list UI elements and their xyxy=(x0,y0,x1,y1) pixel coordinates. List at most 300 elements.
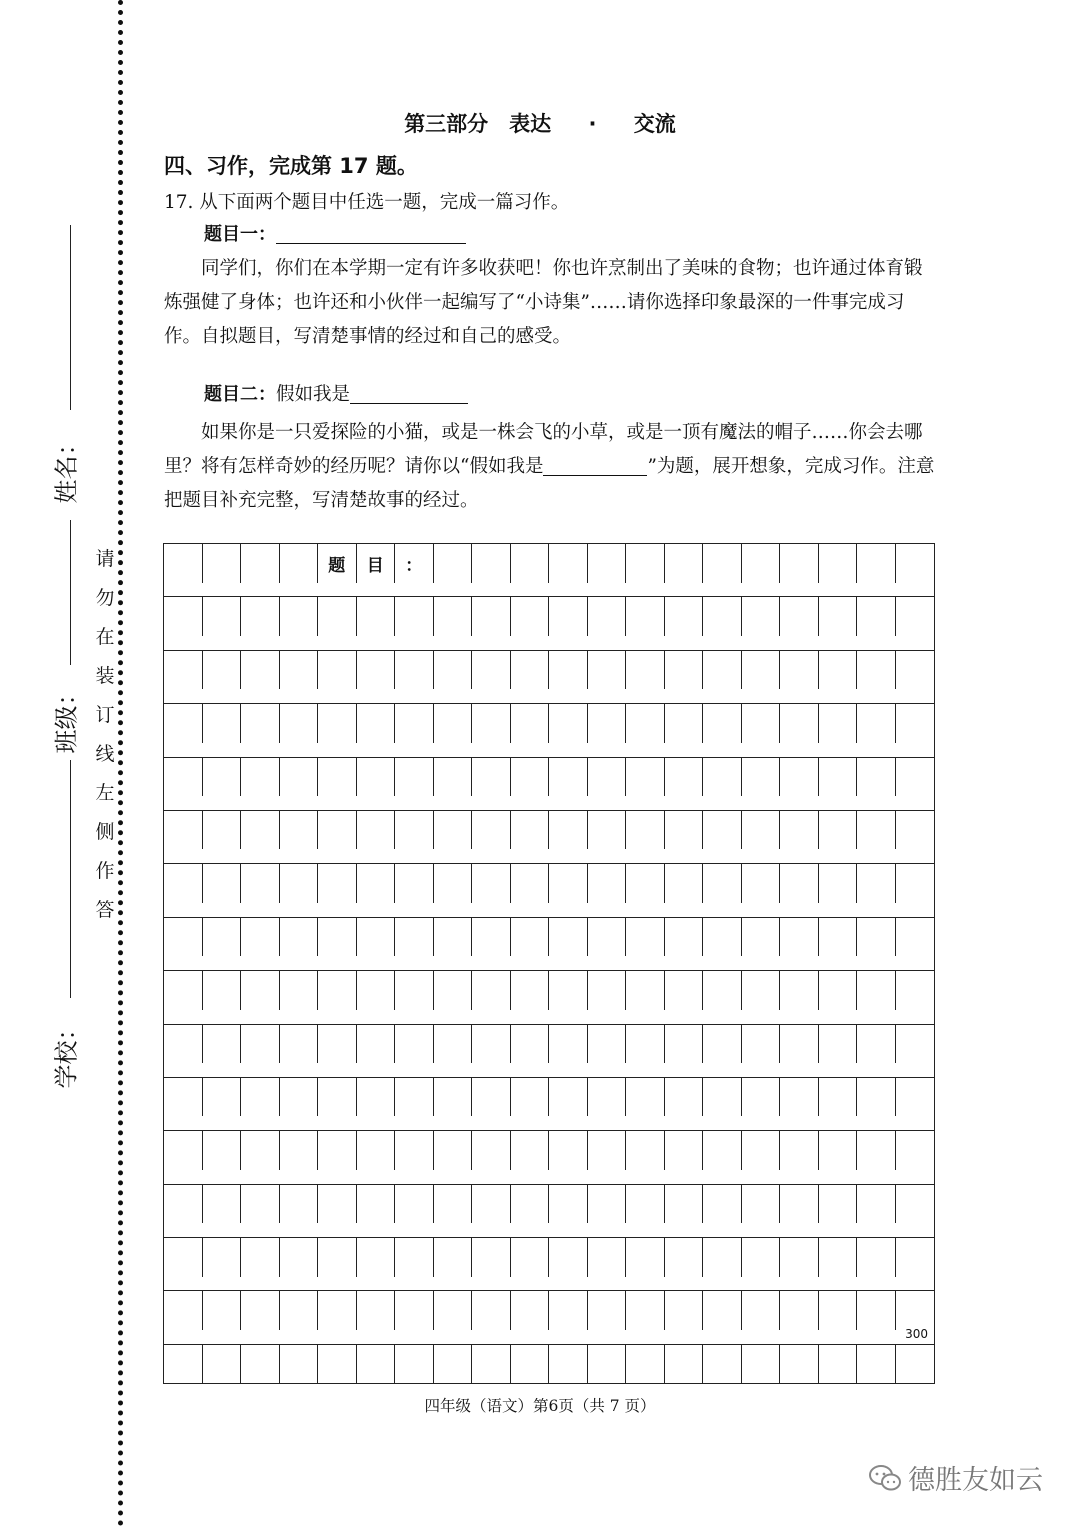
grid-cell[interactable] xyxy=(742,971,781,1010)
grid-cell[interactable] xyxy=(780,758,819,797)
grid-cell[interactable] xyxy=(549,918,588,957)
grid-cell[interactable] xyxy=(857,1238,896,1277)
grid-cell[interactable] xyxy=(703,918,742,957)
grid-cell[interactable] xyxy=(896,1345,935,1384)
grid-cell[interactable] xyxy=(203,1078,242,1117)
grid-cell[interactable] xyxy=(280,864,319,903)
grid-cell[interactable] xyxy=(203,758,242,797)
grid-cell[interactable] xyxy=(588,1078,627,1117)
grid-cell[interactable] xyxy=(511,1185,550,1224)
grid-cell[interactable] xyxy=(395,1078,434,1117)
grid-cell[interactable] xyxy=(588,1185,627,1224)
grid-cell[interactable] xyxy=(472,704,511,743)
grid-cell[interactable] xyxy=(164,918,203,957)
grid-cell[interactable] xyxy=(357,1078,396,1117)
grid-cell[interactable] xyxy=(780,1345,819,1384)
grid-cell[interactable] xyxy=(588,1238,627,1277)
grid-cell[interactable] xyxy=(588,544,627,583)
grid-cell[interactable] xyxy=(857,544,896,583)
grid-cell[interactable] xyxy=(164,811,203,850)
grid-cell[interactable] xyxy=(357,758,396,797)
grid-cell[interactable] xyxy=(626,811,665,850)
grid-cell[interactable] xyxy=(434,597,473,636)
grid-cell[interactable] xyxy=(280,1345,319,1384)
grid-cell[interactable] xyxy=(318,758,357,797)
grid-cell[interactable] xyxy=(896,597,935,636)
grid-cell[interactable] xyxy=(434,864,473,903)
grid-cell[interactable] xyxy=(434,1131,473,1170)
grid-cell[interactable] xyxy=(742,651,781,690)
grid-cell[interactable] xyxy=(857,1345,896,1384)
grid-cell[interactable] xyxy=(742,1345,781,1384)
grid-cell[interactable] xyxy=(472,1291,511,1330)
grid-cell[interactable] xyxy=(588,704,627,743)
grid-cell[interactable] xyxy=(819,1238,858,1277)
grid-cell[interactable] xyxy=(588,1291,627,1330)
grid-cell[interactable] xyxy=(241,971,280,1010)
grid-cell[interactable] xyxy=(549,971,588,1010)
grid-cell[interactable] xyxy=(357,1025,396,1064)
grid-cell[interactable] xyxy=(164,1185,203,1224)
grid-cell[interactable] xyxy=(780,651,819,690)
grid-cell[interactable] xyxy=(511,704,550,743)
grid-cell[interactable] xyxy=(318,651,357,690)
grid-cell[interactable] xyxy=(164,1345,203,1384)
grid-cell[interactable] xyxy=(472,1025,511,1064)
grid-cell[interactable] xyxy=(780,1078,819,1117)
grid-cell[interactable] xyxy=(357,597,396,636)
grid-cell[interactable] xyxy=(203,1185,242,1224)
grid-cell[interactable] xyxy=(857,811,896,850)
grid-cell[interactable] xyxy=(241,597,280,636)
grid-cell[interactable] xyxy=(511,811,550,850)
grid-cell[interactable] xyxy=(896,864,935,903)
grid-cell[interactable] xyxy=(742,1185,781,1224)
grid-cell[interactable] xyxy=(819,811,858,850)
grid-cell[interactable] xyxy=(588,864,627,903)
grid-cell[interactable] xyxy=(203,1238,242,1277)
grid-cell[interactable] xyxy=(357,1185,396,1224)
grid-cell[interactable] xyxy=(549,1345,588,1384)
grid-cell[interactable] xyxy=(819,1078,858,1117)
grid-cell[interactable] xyxy=(434,758,473,797)
grid-cell[interactable] xyxy=(280,1238,319,1277)
grid-cell[interactable] xyxy=(434,918,473,957)
grid-cell[interactable] xyxy=(164,1131,203,1170)
grid-cell[interactable] xyxy=(857,864,896,903)
grid-cell[interactable] xyxy=(318,1131,357,1170)
grid-cell[interactable] xyxy=(665,597,704,636)
grid-cell[interactable] xyxy=(241,758,280,797)
grid-cell[interactable] xyxy=(318,1025,357,1064)
grid-cell[interactable] xyxy=(626,758,665,797)
grid-cell[interactable] xyxy=(857,1291,896,1330)
grid-cell[interactable] xyxy=(472,651,511,690)
grid-cell[interactable] xyxy=(780,1131,819,1170)
grid-cell[interactable] xyxy=(896,811,935,850)
grid-cell[interactable] xyxy=(549,864,588,903)
grid-cell[interactable] xyxy=(280,971,319,1010)
grid-cell[interactable] xyxy=(241,864,280,903)
grid-cell[interactable] xyxy=(241,811,280,850)
grid-cell[interactable] xyxy=(511,597,550,636)
grid-cell[interactable] xyxy=(280,918,319,957)
grid-cell[interactable] xyxy=(395,1345,434,1384)
grid-cell[interactable] xyxy=(164,704,203,743)
grid-cell[interactable] xyxy=(241,1078,280,1117)
grid-cell[interactable] xyxy=(896,971,935,1010)
grid-cell[interactable] xyxy=(780,597,819,636)
grid-cell[interactable] xyxy=(164,971,203,1010)
grid-cell[interactable] xyxy=(857,651,896,690)
grid-cell[interactable] xyxy=(357,811,396,850)
grid-cell[interactable] xyxy=(626,1078,665,1117)
grid-cell[interactable] xyxy=(626,544,665,583)
grid-cell[interactable] xyxy=(472,811,511,850)
grid-cell[interactable] xyxy=(318,597,357,636)
grid-cell[interactable] xyxy=(549,1131,588,1170)
grid-cell[interactable] xyxy=(549,1025,588,1064)
grid-cell[interactable] xyxy=(703,651,742,690)
grid-cell[interactable] xyxy=(280,651,319,690)
grid-cell[interactable] xyxy=(395,918,434,957)
grid-cell[interactable] xyxy=(318,1345,357,1384)
grid-cell[interactable] xyxy=(665,1131,704,1170)
grid-cell[interactable] xyxy=(780,544,819,583)
grid-cell[interactable] xyxy=(665,1025,704,1064)
grid-cell[interactable] xyxy=(511,1078,550,1117)
grid-cell[interactable] xyxy=(434,704,473,743)
grid-cell[interactable] xyxy=(511,971,550,1010)
grid-cell[interactable] xyxy=(164,1025,203,1064)
grid-cell[interactable] xyxy=(626,1345,665,1384)
grid-cell[interactable] xyxy=(780,704,819,743)
grid-cell[interactable] xyxy=(549,704,588,743)
grid-cell[interactable] xyxy=(472,758,511,797)
grid-cell[interactable] xyxy=(434,811,473,850)
grid-cell[interactable] xyxy=(164,544,203,583)
grid-cell[interactable] xyxy=(511,758,550,797)
grid-cell[interactable] xyxy=(665,651,704,690)
grid-cell[interactable] xyxy=(819,651,858,690)
grid-cell[interactable] xyxy=(626,704,665,743)
grid-cell[interactable] xyxy=(434,1291,473,1330)
grid-cell[interactable] xyxy=(357,1291,396,1330)
grid-cell[interactable] xyxy=(164,597,203,636)
grid-cell[interactable] xyxy=(780,811,819,850)
grid-cell[interactable] xyxy=(280,544,319,583)
grid-cell[interactable] xyxy=(780,1185,819,1224)
grid-cell[interactable] xyxy=(665,1185,704,1224)
grid-cell[interactable] xyxy=(549,1291,588,1330)
grid-cell[interactable] xyxy=(896,918,935,957)
grid-cell[interactable] xyxy=(742,1025,781,1064)
grid-cell[interactable] xyxy=(318,1238,357,1277)
grid-cell[interactable] xyxy=(472,544,511,583)
topic2-title-blank[interactable] xyxy=(350,381,468,404)
grid-cell[interactable] xyxy=(280,1025,319,1064)
grid-cell[interactable] xyxy=(511,918,550,957)
grid-cell[interactable] xyxy=(357,918,396,957)
grid-cell[interactable] xyxy=(511,1238,550,1277)
grid-cell[interactable] xyxy=(549,758,588,797)
grid-cell[interactable] xyxy=(357,971,396,1010)
grid-cell[interactable] xyxy=(511,1291,550,1330)
grid-cell[interactable] xyxy=(241,1131,280,1170)
grid-cell[interactable] xyxy=(742,1078,781,1117)
grid-cell[interactable] xyxy=(241,1025,280,1064)
grid-cell[interactable] xyxy=(819,758,858,797)
grid-cell[interactable] xyxy=(318,1185,357,1224)
grid-cell[interactable] xyxy=(395,597,434,636)
grid-cell[interactable] xyxy=(395,811,434,850)
grid-cell[interactable] xyxy=(434,1238,473,1277)
grid-cell[interactable] xyxy=(626,918,665,957)
grid-cell[interactable] xyxy=(703,864,742,903)
grid-cell[interactable] xyxy=(511,864,550,903)
grid-cell[interactable] xyxy=(665,971,704,1010)
grid-cell[interactable] xyxy=(549,1185,588,1224)
grid-cell[interactable] xyxy=(857,1185,896,1224)
grid-cell[interactable] xyxy=(857,758,896,797)
grid-cell[interactable] xyxy=(588,1025,627,1064)
grid-cell[interactable] xyxy=(588,1345,627,1384)
grid-cell[interactable] xyxy=(896,1131,935,1170)
grid-cell[interactable] xyxy=(742,704,781,743)
grid-cell[interactable] xyxy=(742,758,781,797)
grid-cell[interactable] xyxy=(241,704,280,743)
grid-cell[interactable] xyxy=(472,1185,511,1224)
grid-cell[interactable] xyxy=(357,1238,396,1277)
grid-cell[interactable] xyxy=(665,1078,704,1117)
grid-cell[interactable] xyxy=(626,597,665,636)
grid-cell[interactable] xyxy=(164,651,203,690)
grid-cell[interactable] xyxy=(511,1345,550,1384)
grid-cell[interactable] xyxy=(318,1078,357,1117)
grid-cell[interactable] xyxy=(703,704,742,743)
grid-cell[interactable] xyxy=(896,1078,935,1117)
grid-cell[interactable] xyxy=(203,864,242,903)
grid-cell[interactable] xyxy=(819,971,858,1010)
grid-cell[interactable] xyxy=(395,1185,434,1224)
grid-cell[interactable] xyxy=(434,544,473,583)
grid-cell[interactable] xyxy=(588,971,627,1010)
grid-cell[interactable] xyxy=(280,597,319,636)
grid-cell[interactable] xyxy=(395,1238,434,1277)
grid-cell[interactable] xyxy=(665,1238,704,1277)
grid-cell[interactable] xyxy=(280,1131,319,1170)
grid-cell[interactable] xyxy=(472,971,511,1010)
grid-cell[interactable] xyxy=(819,1025,858,1064)
grid-cell[interactable] xyxy=(703,1078,742,1117)
grid-cell[interactable] xyxy=(588,1131,627,1170)
grid-cell[interactable] xyxy=(665,1291,704,1330)
grid-cell[interactable] xyxy=(511,1131,550,1170)
grid-cell[interactable] xyxy=(511,544,550,583)
grid-cell[interactable] xyxy=(896,544,935,583)
grid-cell[interactable] xyxy=(703,1238,742,1277)
grid-cell[interactable] xyxy=(318,864,357,903)
grid-cell[interactable] xyxy=(588,651,627,690)
grid-cell[interactable] xyxy=(241,1185,280,1224)
grid-cell[interactable] xyxy=(742,1291,781,1330)
grid-cell[interactable] xyxy=(896,758,935,797)
grid-cell[interactable] xyxy=(472,864,511,903)
grid-cell[interactable] xyxy=(164,1291,203,1330)
grid-cell[interactable] xyxy=(395,971,434,1010)
grid-cell[interactable] xyxy=(896,704,935,743)
grid-cell[interactable] xyxy=(511,651,550,690)
grid-cell[interactable] xyxy=(857,704,896,743)
grid-cell[interactable] xyxy=(588,758,627,797)
grid-cell[interactable] xyxy=(434,1345,473,1384)
grid-cell[interactable] xyxy=(703,1025,742,1064)
grid-cell[interactable] xyxy=(549,1078,588,1117)
grid-cell[interactable] xyxy=(203,1131,242,1170)
grid-cell[interactable] xyxy=(703,1185,742,1224)
grid-cell[interactable] xyxy=(742,811,781,850)
grid-cell[interactable] xyxy=(665,758,704,797)
grid-cell[interactable] xyxy=(203,651,242,690)
grid-cell[interactable] xyxy=(241,1345,280,1384)
grid-cell[interactable] xyxy=(280,1078,319,1117)
grid-cell[interactable] xyxy=(472,1345,511,1384)
grid-cell[interactable] xyxy=(241,1238,280,1277)
grid-cell[interactable] xyxy=(819,1291,858,1330)
grid-cell[interactable] xyxy=(665,864,704,903)
grid-cell[interactable] xyxy=(357,864,396,903)
grid-cell[interactable] xyxy=(203,1345,242,1384)
grid-cell[interactable] xyxy=(164,864,203,903)
grid-cell[interactable] xyxy=(742,1238,781,1277)
grid-cell[interactable] xyxy=(703,811,742,850)
grid-cell[interactable] xyxy=(164,1238,203,1277)
grid-cell[interactable] xyxy=(357,1131,396,1170)
grid-cell[interactable] xyxy=(626,1291,665,1330)
grid-cell[interactable] xyxy=(742,864,781,903)
grid-cell[interactable] xyxy=(472,1131,511,1170)
grid-cell[interactable] xyxy=(780,1025,819,1064)
grid-cell[interactable] xyxy=(896,1185,935,1224)
grid-cell[interactable] xyxy=(434,1078,473,1117)
grid-cell[interactable] xyxy=(857,597,896,636)
grid-cell[interactable] xyxy=(780,971,819,1010)
grid-cell[interactable] xyxy=(626,1185,665,1224)
grid-cell[interactable] xyxy=(665,544,704,583)
grid-cell[interactable] xyxy=(434,651,473,690)
topic1-title-blank[interactable] xyxy=(276,221,466,244)
grid-cell[interactable] xyxy=(241,1291,280,1330)
grid-cell[interactable] xyxy=(472,597,511,636)
grid-cell[interactable] xyxy=(395,758,434,797)
grid-cell[interactable] xyxy=(280,1185,319,1224)
grid-cell[interactable] xyxy=(703,1291,742,1330)
grid-cell[interactable] xyxy=(780,864,819,903)
grid-cell[interactable] xyxy=(280,758,319,797)
grid-cell[interactable] xyxy=(241,918,280,957)
grid-cell[interactable] xyxy=(203,918,242,957)
grid-cell[interactable] xyxy=(665,1345,704,1384)
grid-cell[interactable] xyxy=(318,918,357,957)
grid-cell[interactable] xyxy=(395,1025,434,1064)
grid-cell[interactable] xyxy=(434,1025,473,1064)
grid-cell[interactable] xyxy=(665,811,704,850)
grid-cell[interactable] xyxy=(203,704,242,743)
grid-cell[interactable] xyxy=(472,918,511,957)
grid-cell[interactable] xyxy=(357,651,396,690)
grid-cell[interactable] xyxy=(896,1238,935,1277)
grid-cell[interactable] xyxy=(395,1131,434,1170)
grid-cell[interactable] xyxy=(280,811,319,850)
grid-cell[interactable] xyxy=(434,971,473,1010)
grid-cell[interactable] xyxy=(318,811,357,850)
grid-cell[interactable] xyxy=(703,758,742,797)
grid-cell[interactable] xyxy=(318,1291,357,1330)
grid-cell[interactable] xyxy=(626,651,665,690)
grid-cell[interactable] xyxy=(819,1131,858,1170)
grid-cell[interactable] xyxy=(819,704,858,743)
grid-cell[interactable] xyxy=(819,1345,858,1384)
grid-cell[interactable] xyxy=(819,918,858,957)
grid-cell[interactable] xyxy=(703,597,742,636)
grid-cell[interactable] xyxy=(395,1291,434,1330)
grid-cell[interactable] xyxy=(857,971,896,1010)
grid-cell[interactable] xyxy=(203,1025,242,1064)
grid-cell[interactable] xyxy=(203,971,242,1010)
composition-grid[interactable] xyxy=(163,543,935,1384)
grid-cell[interactable] xyxy=(742,918,781,957)
grid-cell[interactable] xyxy=(780,918,819,957)
grid-cell[interactable] xyxy=(626,1238,665,1277)
grid-cell[interactable] xyxy=(742,544,781,583)
grid-cell[interactable] xyxy=(549,1238,588,1277)
grid-cell[interactable] xyxy=(780,1238,819,1277)
grid-cell[interactable] xyxy=(742,1131,781,1170)
grid-cell[interactable] xyxy=(703,544,742,583)
grid-cell[interactable] xyxy=(626,1131,665,1170)
grid-cell[interactable] xyxy=(164,758,203,797)
grid-cell[interactable] xyxy=(665,704,704,743)
grid-cell[interactable] xyxy=(857,1078,896,1117)
grid-cell[interactable] xyxy=(549,811,588,850)
grid-cell[interactable] xyxy=(857,918,896,957)
grid-cell[interactable] xyxy=(588,918,627,957)
grid-cell[interactable] xyxy=(703,971,742,1010)
grid-cell[interactable] xyxy=(280,1291,319,1330)
grid-cell[interactable] xyxy=(896,651,935,690)
grid-cell[interactable] xyxy=(203,544,242,583)
grid-cell[interactable] xyxy=(703,1345,742,1384)
grid-cell[interactable] xyxy=(203,597,242,636)
grid-cell[interactable] xyxy=(819,1185,858,1224)
grid-cell[interactable] xyxy=(241,544,280,583)
grid-cell[interactable] xyxy=(857,1131,896,1170)
grid-cell[interactable] xyxy=(780,1291,819,1330)
grid-cell[interactable] xyxy=(549,651,588,690)
grid-cell[interactable] xyxy=(626,864,665,903)
grid-cell[interactable] xyxy=(626,971,665,1010)
grid-cell[interactable] xyxy=(703,1131,742,1170)
grid-cell[interactable] xyxy=(742,597,781,636)
grid-cell[interactable] xyxy=(588,597,627,636)
grid-cell[interactable] xyxy=(203,811,242,850)
grid-cell[interactable] xyxy=(549,597,588,636)
grid-cell[interactable] xyxy=(511,1025,550,1064)
grid-cell[interactable] xyxy=(241,651,280,690)
grid-cell[interactable] xyxy=(357,1345,396,1384)
grid-cell[interactable] xyxy=(280,704,319,743)
topic2-inline-blank[interactable] xyxy=(543,453,647,476)
